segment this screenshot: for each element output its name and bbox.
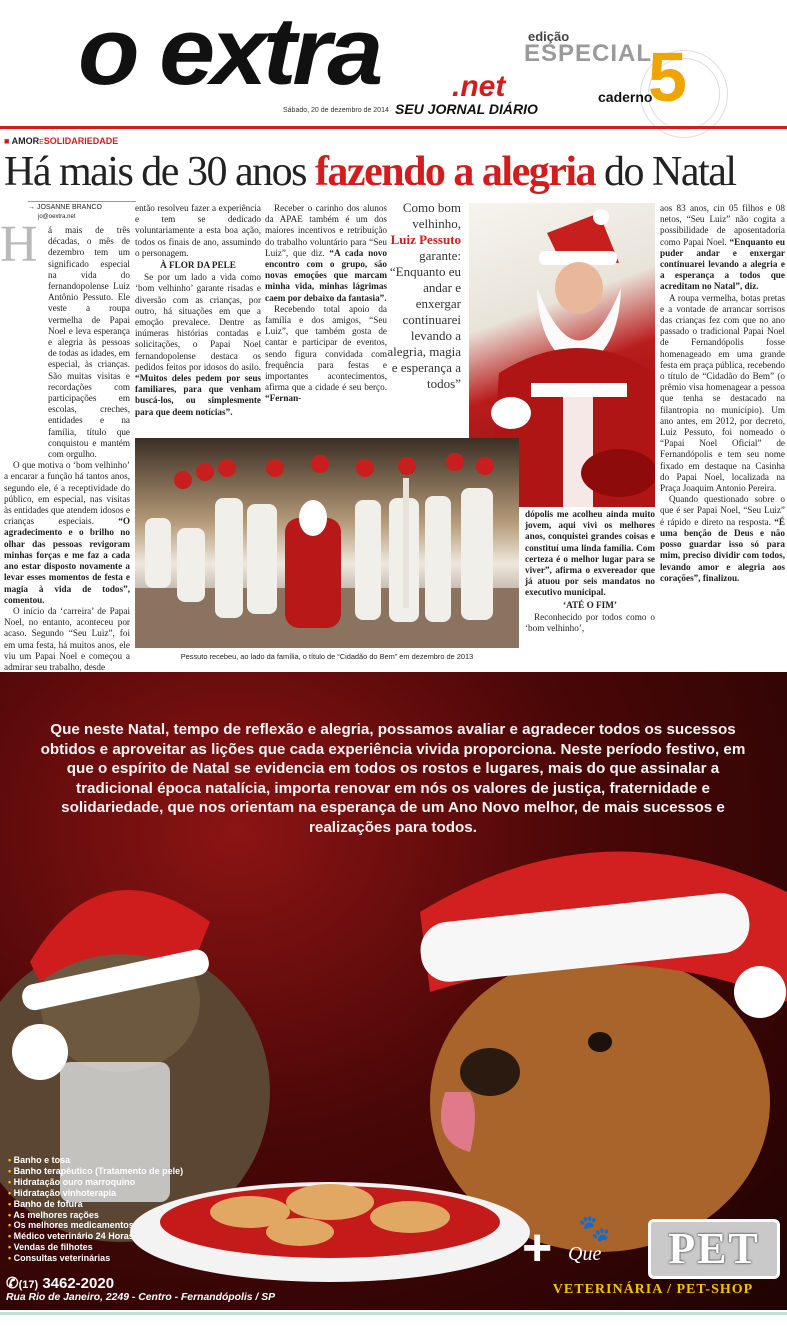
text-run: Receber o carinho dos alunos da APAE também é um dos maiores incentivos e retribuição do trabalho voluntário para “Seu Luiz”, que diz.	[265, 203, 387, 258]
paragraph: O início da ‘carreira’ de Papai Noel, no entanto, aconteceu por acaso. Segundo “Seu Luiz”, foi em uma festa, há muitos anos, ele viu um Papai Noel e começou a admirar seu trabalho, desde	[4, 605, 130, 672]
paragraph	[660, 203, 785, 293]
paragraph	[135, 272, 261, 418]
photo-caption: Pessuto recebeu, ao lado da família, o título de “Cidadão do Bem” em dezembro de 2013	[180, 652, 474, 661]
service-item: • Banho e tosa	[8, 1155, 183, 1166]
ad-address: Rua Rio de Janeiro, 2249 - Centro - Fernandópolis / SP	[6, 1292, 276, 1303]
text-run: aos 83 anos, cin 05 filhos e 08 netos, “Seu Luiz” não cogita a possibilidade de aposentadoria como Papai Noel.	[660, 203, 785, 247]
article-headline	[4, 148, 786, 196]
pull-quote	[387, 200, 461, 392]
phone-number: 3462-2020	[42, 1275, 115, 1292]
kicker-separator: E	[39, 139, 44, 146]
arrow-icon: →	[28, 204, 37, 211]
service-item: • Banho terapêutico (Tratamento de pele)	[8, 1166, 183, 1177]
pull-quote-name: Luiz Pessuto	[390, 232, 461, 247]
headline-part-c: do Natal	[595, 149, 736, 195]
service-item: • As melhores rações	[8, 1210, 183, 1221]
quote-bold: “Enquanto eu puder andar e enxergar continuarei levando a alegria e a esperança a todos que acreditam no Natal”, diz.	[660, 236, 785, 292]
kicker-part-a: AMOR	[11, 136, 40, 146]
headline-part-a: Há mais de 30 anos	[4, 149, 315, 195]
brand-que: Que	[568, 1243, 602, 1265]
quote-bold: “Muitos deles pedem por seus familiares, para que venham buscá-los, ou simplesmente para que deem notícias”.	[135, 373, 261, 417]
article-column-1	[4, 225, 130, 673]
quote-bold: “É uma benção de Deus e não posso guardar isso só para mim, preciso dividir com todos, levando amor e alegria aos corações”, finalizou.	[660, 516, 785, 583]
text-run: Recebendo total apoio da família e dos amigos, “Seu Luiz”, que também gosta de cantar e participar de eventos, sendo figura convidada com frequência para festas e importantes acontecimentos, afirma que a cidade é seu berço.	[265, 303, 387, 393]
bottom-rule	[0, 1312, 787, 1315]
author-name: JOSANNE BRANCO	[36, 204, 102, 211]
service-item: • Banho de fofura	[8, 1199, 183, 1210]
brand-subtitle: VETERINÁRIA / PET-SHOP	[552, 1282, 754, 1297]
text-run: Se por um lado a vida como ‘bom velhinho’ garante risadas e diversão com as crianças, por outro, há situações em que a emoção prevalece. Dentre as inúmeras histórias contadas e solicitações, o Papai Noel fernandopolense destaca os pedidos feitos por idosos do asilo.	[135, 272, 261, 372]
brand-plus-icon: +	[522, 1219, 553, 1277]
paragraph	[265, 304, 387, 405]
article-column-5	[660, 203, 785, 584]
kicker-part-b: SOLIDARIEDADE	[43, 136, 119, 146]
service-item: • Vendas de filhotes	[8, 1242, 183, 1253]
subheading: À FLOR DA PELE	[160, 260, 236, 271]
section-label: caderno	[598, 89, 653, 105]
article-column-4	[525, 509, 655, 634]
section-number: 5	[648, 38, 687, 116]
paragraph: Reconhecido por todos como o ‘bom velhinho’,	[525, 611, 655, 634]
paragraph	[660, 494, 785, 584]
paragraph: á mais de três décadas, o mês de dezembro tem um significado especial na vida do fernandopolense Luiz Antônio Pessuto. Ele veste a roupa vermelha de Papai Noel e leva esperança e alegria às pessoas de todas as idades, em especial, às crianças. São muitas visitas e recordações com participações em escolas, creches, entidades e na família, título que conquistou e mantém com orgulho.	[48, 225, 130, 460]
service-item: • Consultas veterinárias	[8, 1253, 183, 1264]
author-email[interactable]: jo@oextra.net	[38, 214, 76, 220]
article-kicker: ■ AMORESOLIDARIEDADE	[4, 136, 119, 146]
brand-logo-pet[interactable]: PET	[648, 1219, 780, 1279]
ad-holiday-message: Que neste Natal, tempo de reflexão e alegria, possamos avaliar e agradecer todos os sucessos obtidos e aproveitar as lições que cada experiência vivida proporciona. Neste período festivo, em que o espírito de Natal se evidencia em todos os rostos e lugares, mais do que assinalar a tradicional época natalícia, importa renovar em nós os valores de justiça, fraternidade e solidariedade, que nos orientam na esperança de um Ano Novo melhor, de mais sucessos e realizações para todos.	[40, 721, 746, 836]
subheading: ‘ATÉ O FIM’	[563, 599, 617, 610]
edition-type: ESPECIAL	[524, 40, 653, 67]
paragraph	[525, 509, 655, 599]
quote-bold: “Fernan-	[265, 393, 302, 404]
text-run: O que motiva o ‘bom velhinho’ a encarar a função há tantos anos, segundo ele, é a receptividade do público, em especial, nas visitas às entidades que atendem idosos e crianças especiais.	[4, 460, 130, 527]
family-group-illustration	[135, 438, 519, 648]
masthead-tagline: SEU JORNAL DIÁRIO	[395, 101, 538, 117]
quote-bold: dópolis me acolheu ainda muito jovem, aqui vivi os melhores anos, conquistei grandes coisas e constituí uma linda família. Com certeza é o melhor lugar para se viver”, afirma o exvereador que já atuou por seis mandatos no executivo municipal.	[525, 509, 655, 598]
service-item: • Médico veterinário 24 Horas	[8, 1231, 183, 1242]
text-run-bold: comentou.	[4, 594, 45, 605]
drop-cap: H	[0, 216, 38, 273]
edition-date: Sábado, 20 de dezembro de 2014	[283, 107, 389, 114]
masthead-rule	[0, 126, 787, 129]
services-list	[8, 1155, 183, 1264]
headline-highlight: fazendo a alegria	[314, 149, 596, 195]
pull-quote-text: garante: “Enquanto eu andar e enxergar continuarei levando a alegria, magia e esperança a todos”	[387, 248, 461, 391]
masthead-logo[interactable]: o extra	[78, 0, 380, 105]
article-column-2	[135, 203, 261, 418]
service-item: • Hidratação ouro marroquino	[8, 1177, 183, 1188]
phone-icon: ✆	[6, 1275, 19, 1292]
paragraph: A roupa vermelha, botas pretas e a vontade de arrancar sorrisos das crianças fez com que no ano passado o tradicional Papai Noel de Fernandópolis fosse homenageado em uma grande festa em praça pública, recebendo o título de “Cidadão do Bem” (o prêmio visa homenagear a pessoa que tenha se destacado na filantropia no município). Um ano antes, em 2012, por decreto, Luiz Pessuto, foi nomeado o “Papai Noel Oficial” de Fernandópolis e tem seu nome fixado em destaque na Casinha do Papai Noel, localizada na Praça Joaquim Antonio Pereira.	[660, 292, 785, 494]
family-group-photo[interactable]	[135, 438, 519, 648]
paragraph	[265, 203, 387, 304]
paw-icon: 🐾	[578, 1214, 611, 1243]
service-item: • Os melhores medicamentos	[8, 1220, 183, 1231]
paragraph	[4, 460, 130, 606]
quote-bold: “A cada novo encontro com o grupo, são novas emoções que marcam minha vida, minhas lágrimas caem por debaixo da fantasia”.	[265, 247, 387, 303]
service-item: • Hidratação vinhoterapia	[8, 1188, 183, 1199]
byline	[28, 201, 136, 211]
edition-label: edição	[528, 29, 570, 44]
article-column-3	[265, 203, 387, 405]
pull-quote-text: Como bom velhinho,	[402, 200, 461, 231]
phone-prefix: (17)	[18, 1279, 39, 1291]
masthead-logo-suffix: .net	[452, 70, 506, 103]
paragraph: então resolveu fazer a experiência e tem se dedicado voluntariamente a esta boa ação, todos os finais de ano, assumindo o personagem.	[135, 203, 261, 258]
ad-phone[interactable]	[6, 1274, 114, 1292]
quote-bold: “O agradecimento e o brilho no olhar das pessoas revigoram minhas forças e me faz a cada ano estar disposto novamente a levar esses momentos de festa e magia à vida de todos”,	[4, 516, 130, 594]
text-run: Quando questionado sobre o que é ser Papai Noel, “Seu Luiz” é rápido e direto na resposta.	[660, 494, 785, 527]
